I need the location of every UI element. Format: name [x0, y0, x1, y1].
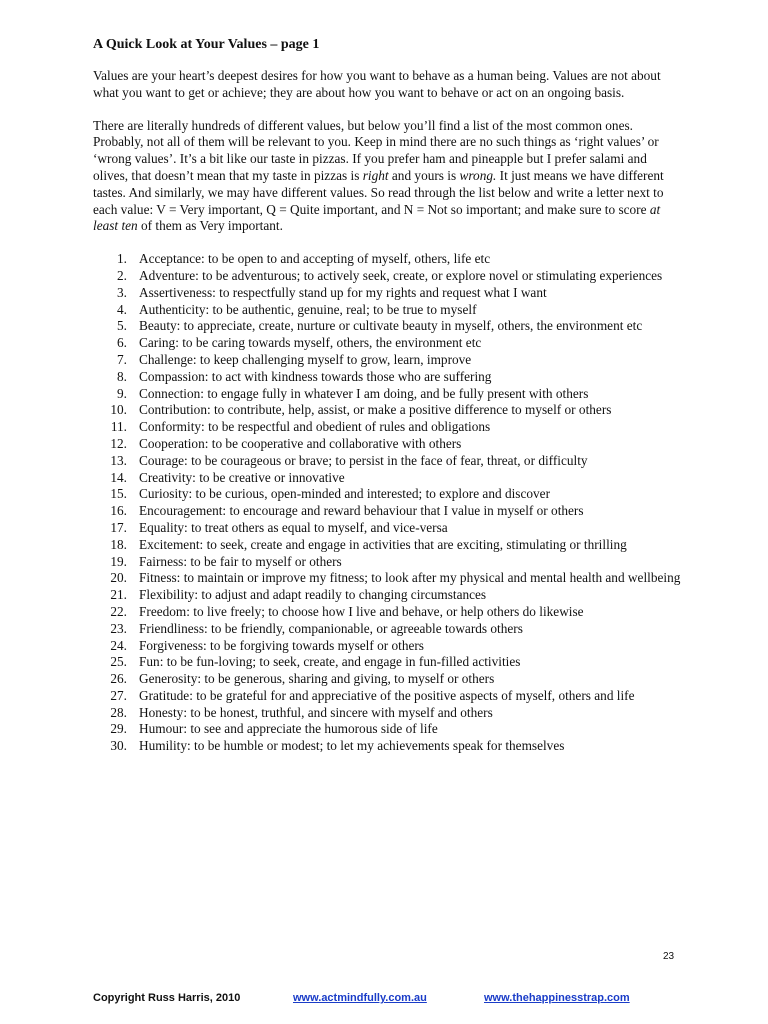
list-item-number: 21. [110, 587, 127, 603]
list-item-number: 11. [110, 419, 127, 435]
list-item [93, 537, 683, 554]
list-item-text: Encouragement: to encourage and reward behaviour that I value in myself or others [139, 503, 584, 519]
list-item-text: Creativity: to be creative or innovative [139, 469, 345, 485]
list-item-text: Fun: to be fun-loving; to seek, create, and engage in fun-filled activities [139, 654, 521, 670]
list-item-text: Courage: to be courageous or brave; to persist in the face of fear, threat, or difficulty [139, 452, 588, 468]
list-item-number: 29. [110, 721, 127, 737]
list-item-number: 1. [117, 251, 127, 267]
list-item [93, 251, 683, 268]
list-item-number: 14. [110, 469, 127, 485]
instructions-italic-right: right [362, 167, 389, 183]
list-item [93, 352, 683, 369]
list-item [93, 318, 683, 335]
list-item [93, 402, 683, 419]
list-item [93, 302, 683, 319]
list-item-text: Cooperation: to be cooperative and collaborative with others [139, 435, 462, 451]
list-item [93, 436, 683, 453]
happinesstrap-link[interactable]: www.thehappinesstrap.com [484, 992, 630, 1004]
instructions-text-2: and yours is [388, 167, 460, 183]
list-item-number: 18. [110, 536, 127, 552]
list-item-text: Fitness: to maintain or improve my fitness; to look after my physical and mental health and wellbeing [139, 570, 681, 586]
list-item [93, 688, 683, 705]
list-item-text: Humour: to see and appreciate the humorous side of life [139, 721, 438, 737]
list-item-text: Compassion: to act with kindness towards those who are suffering [139, 368, 492, 384]
list-item-number: 12. [110, 435, 127, 451]
list-item-number: 22. [110, 603, 127, 619]
list-item-number: 15. [110, 486, 127, 502]
list-item [93, 419, 683, 436]
page-title: A Quick Look at Your Values – page 1 [93, 37, 320, 52]
list-item-text: Caring: to be caring towards myself, others, the environment etc [139, 335, 482, 351]
list-item-text: Gratitude: to be grateful for and appreciative of the positive aspects of myself, others and life [139, 687, 635, 703]
list-item-text: Connection: to engage fully in whatever I am doing, and be fully present with others [139, 385, 589, 401]
list-item [93, 369, 683, 386]
list-item [93, 285, 683, 302]
list-item-text: Assertiveness: to respectfully stand up for my rights and request what I want [139, 284, 547, 300]
instructions-text-4: of them as Very important. [137, 218, 283, 234]
list-item [93, 705, 683, 722]
list-item-text: Adventure: to be adventurous; to actively seek, create, or explore novel or stimulating experiences [139, 267, 663, 283]
instructions-paragraph [93, 118, 683, 236]
list-item-text: Flexibility: to adjust and adapt readily to changing circumstances [139, 587, 487, 603]
list-item-text: Curiosity: to be curious, open-minded and interested; to explore and discover [139, 486, 550, 502]
list-item [93, 470, 683, 487]
list-item-text: Excitement: to seek, create and engage in activities that are exciting, stimulating or thrilling [139, 536, 627, 552]
list-item-text: Acceptance: to be open to and accepting of myself, others, life etc [139, 251, 491, 267]
list-item-number: 27. [110, 687, 127, 703]
list-item-text: Authenticity: to be authentic, genuine, real; to be true to myself [139, 301, 477, 317]
list-item-number: 9. [117, 385, 127, 401]
list-item-number: 23. [110, 620, 127, 636]
instructions-text-1: There are literally hundreds of different values, but below you’ll find a list of the most common ones. Probably, not all of them will be relevant to you. Keep in mind there are no such things as ‘right values’ or ‘wrong values’. It’s a bit like our taste in pizzas. If you prefer ham and pineapple but I prefer salami and olives, that doesn’t mean that my taste in pizzas is [93, 117, 659, 183]
list-item [93, 638, 683, 655]
list-item [93, 604, 683, 621]
list-item-text: Fairness: to be fair to myself or others [139, 553, 342, 569]
list-item-number: 28. [110, 704, 127, 720]
list-item [93, 268, 683, 285]
list-item-text: Forgiveness: to be forgiving towards myself or others [139, 637, 424, 653]
list-item [93, 554, 683, 571]
list-item [93, 570, 683, 587]
list-item-text: Equality: to treat others as equal to myself, and vice-versa [139, 519, 448, 535]
list-item-text: Honesty: to be honest, truthful, and sincere with myself and others [139, 704, 493, 720]
list-item-number: 16. [110, 503, 127, 519]
list-item-text: Contribution: to contribute, help, assist, or make a positive difference to myself or others [139, 402, 612, 418]
list-item [93, 453, 683, 470]
document-page [93, 36, 683, 755]
list-item-text: Generosity: to be generous, sharing and giving, to myself or others [139, 671, 495, 687]
list-item [93, 503, 683, 520]
list-item-number: 2. [117, 267, 127, 283]
list-item-number: 7. [117, 351, 127, 367]
list-item-number: 3. [117, 284, 127, 300]
instructions-text-3: It just means we have different tastes. And similarly, we may have different values. So read through the list below and write a letter next to each value: V = Very important, Q = Quite important, and N = Not so important; and make sure to score [93, 167, 664, 217]
instructions-italic-wrong: wrong. [459, 167, 497, 183]
list-item-number: 20. [110, 570, 127, 586]
page-number: 23 [663, 951, 675, 962]
list-item-number: 13. [110, 452, 127, 468]
list-item-text: Humility: to be humble or modest; to let my achievements speak for themselves [139, 738, 565, 754]
instructions-italic-at-least-ten: at least ten [93, 201, 661, 234]
list-item-text: Conformity: to be respectful and obedient of rules and obligations [139, 419, 491, 435]
list-item [93, 721, 683, 738]
list-item-text: Friendliness: to be friendly, companionable, or agreeable towards others [139, 620, 523, 636]
actmindfully-link[interactable]: www.actmindfully.com.au [293, 992, 427, 1004]
list-item-number: 4. [117, 301, 127, 317]
copyright-text: Copyright Russ Harris, 2010 [93, 992, 241, 1004]
values-list [93, 251, 683, 755]
list-item [93, 654, 683, 671]
list-item-number: 8. [117, 368, 127, 384]
list-item [93, 386, 683, 403]
list-item [93, 520, 683, 537]
list-item-number: 17. [110, 519, 127, 535]
list-item [93, 621, 683, 638]
intro-paragraph: Values are your heart’s deepest desires for how you want to behave as a human being. Values are not about what you want to get or achieve; they are about how you want to behave or act on an ongoing basis. [93, 68, 661, 100]
list-item [93, 671, 683, 688]
list-item-number: 6. [117, 335, 127, 351]
list-item-number: 10. [110, 402, 127, 418]
list-item [93, 587, 683, 604]
list-item-number: 25. [110, 654, 127, 670]
list-item-number: 26. [110, 671, 127, 687]
list-item-number: 24. [110, 637, 127, 653]
list-item-text: Challenge: to keep challenging myself to grow, learn, improve [139, 351, 472, 367]
list-item [93, 335, 683, 352]
list-item-number: 19. [110, 553, 127, 569]
list-item-number: 5. [117, 318, 127, 334]
list-item-text: Freedom: to live freely; to choose how I live and behave, or help others do likewise [139, 603, 584, 619]
list-item [93, 738, 683, 755]
list-item [93, 486, 683, 503]
list-item-number: 30. [110, 738, 127, 754]
list-item-text: Beauty: to appreciate, create, nurture or cultivate beauty in myself, others, the environment etc [139, 318, 643, 334]
